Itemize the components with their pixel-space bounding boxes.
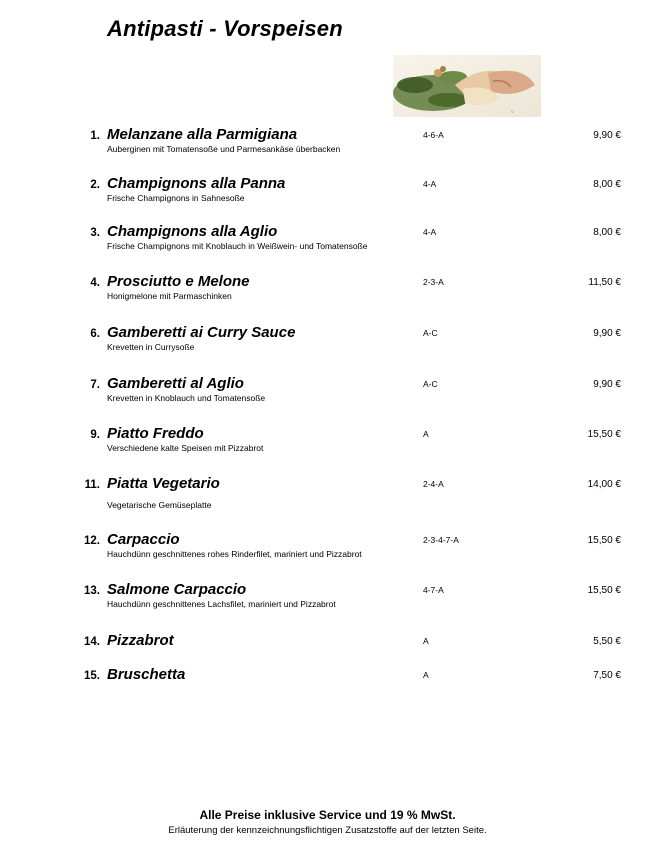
item-description: Auberginen mit Tomatensoße und Parmesankäse überbacken — [107, 144, 341, 154]
menu-item — [0, 475, 655, 519]
footer-additives-note: Erläuterung der kennzeichnungsflichtigen Zusatzstoffe auf der letzten Seite. — [168, 825, 487, 836]
item-name: Pizzabrot — [107, 632, 174, 649]
item-name: Gamberetti al Aglio — [107, 375, 244, 392]
item-description: Frische Champignons in Sahnesoße — [107, 193, 245, 203]
item-name: Piatto Freddo — [107, 425, 204, 442]
item-additive-codes: 4-A — [423, 227, 437, 237]
item-name: Champignons alla Panna — [107, 175, 286, 192]
item-additive-codes: 4-6-A — [423, 130, 444, 140]
item-price: 15,50 € — [587, 535, 621, 546]
item-description: Verschiedene kalte Speisen mit Pizzabrot — [107, 443, 264, 453]
item-name: Carpaccio — [107, 531, 180, 548]
item-description: Honigmelone mit Parmaschinken — [107, 291, 232, 301]
item-number: 4. — [90, 277, 100, 289]
menu-item — [0, 126, 655, 170]
item-number: 14. — [84, 636, 100, 648]
item-name: Piatta Vegetario — [107, 475, 220, 492]
item-price: 15,50 € — [587, 585, 621, 596]
item-description: Krevetten in Currysoße — [107, 342, 195, 352]
menu-item — [0, 581, 655, 625]
item-additive-codes: 4-7-A — [423, 585, 444, 595]
menu-item — [0, 175, 655, 219]
item-additive-codes: 2-3-4-7-A — [423, 535, 459, 545]
menu-item — [0, 375, 655, 419]
menu-item — [0, 324, 655, 368]
item-name: Prosciutto e Melone — [107, 273, 250, 290]
item-number: 1. — [90, 130, 100, 142]
item-number: 7. — [90, 379, 100, 391]
item-price: 11,50 € — [588, 277, 621, 288]
item-price: 15,50 € — [587, 429, 621, 440]
item-price: 7,50 € — [593, 670, 621, 681]
item-additive-codes: A — [423, 670, 429, 680]
item-description: Krevetten in Knoblauch und Tomatensoße — [107, 393, 266, 403]
item-name: Salmone Carpaccio — [107, 581, 247, 598]
item-number: 11. — [84, 479, 100, 491]
item-price: 9,90 € — [593, 379, 621, 390]
item-description: Hauchdünn geschnittenes rohes Rinderfilet, mariniert und Pizzabrot — [107, 549, 362, 559]
item-additive-codes: 2-4-A — [423, 479, 444, 489]
item-description: Hauchdünn geschnittenes Lachsfilet, mariniert und Pizzabrot — [107, 599, 336, 609]
menu-item — [0, 531, 655, 575]
item-number: 3. — [90, 227, 100, 239]
item-price: 9,90 € — [593, 130, 621, 141]
menu-item — [0, 273, 655, 317]
item-name: Champignons alla Aglio — [107, 223, 278, 240]
item-price: 8,00 € — [593, 227, 621, 238]
item-additive-codes: A — [423, 429, 429, 439]
item-number: 2. — [90, 179, 100, 191]
item-number: 15. — [84, 670, 100, 682]
item-additive-codes: A-C — [423, 379, 438, 389]
item-additive-codes: A — [423, 636, 429, 646]
item-additive-codes: 4-A — [423, 179, 437, 189]
item-name: Gamberetti ai Curry Sauce — [107, 324, 296, 341]
item-additive-codes: A-C — [423, 328, 438, 338]
menu-item — [0, 666, 655, 710]
item-description: Vegetarische Gemüseplatte — [107, 500, 212, 510]
item-description: Frische Champignons mit Knoblauch in Weißwein- und Tomatensoße — [107, 241, 368, 251]
svg-text:©: © — [511, 109, 514, 114]
item-number: 13. — [84, 585, 100, 597]
item-price: 5,50 € — [593, 636, 621, 647]
item-number: 9. — [90, 429, 100, 441]
item-additive-codes: 2-3-A — [423, 277, 444, 287]
antipasti-photo — [393, 55, 541, 117]
item-price: 9,90 € — [593, 328, 621, 339]
footer-price-note: Alle Preise inklusive Service und 19 % MwSt. — [199, 808, 456, 822]
item-name: Bruschetta — [107, 666, 186, 683]
item-number: 12. — [84, 535, 100, 547]
menu-item — [0, 223, 655, 267]
item-price: 8,00 € — [593, 179, 621, 190]
item-name: Melanzane alla Parmigiana — [107, 126, 298, 143]
item-number: 6. — [90, 328, 100, 340]
item-price: 14,00 € — [587, 479, 621, 490]
menu-item — [0, 425, 655, 469]
page-title: Antipasti - Vorspeisen — [107, 16, 343, 41]
